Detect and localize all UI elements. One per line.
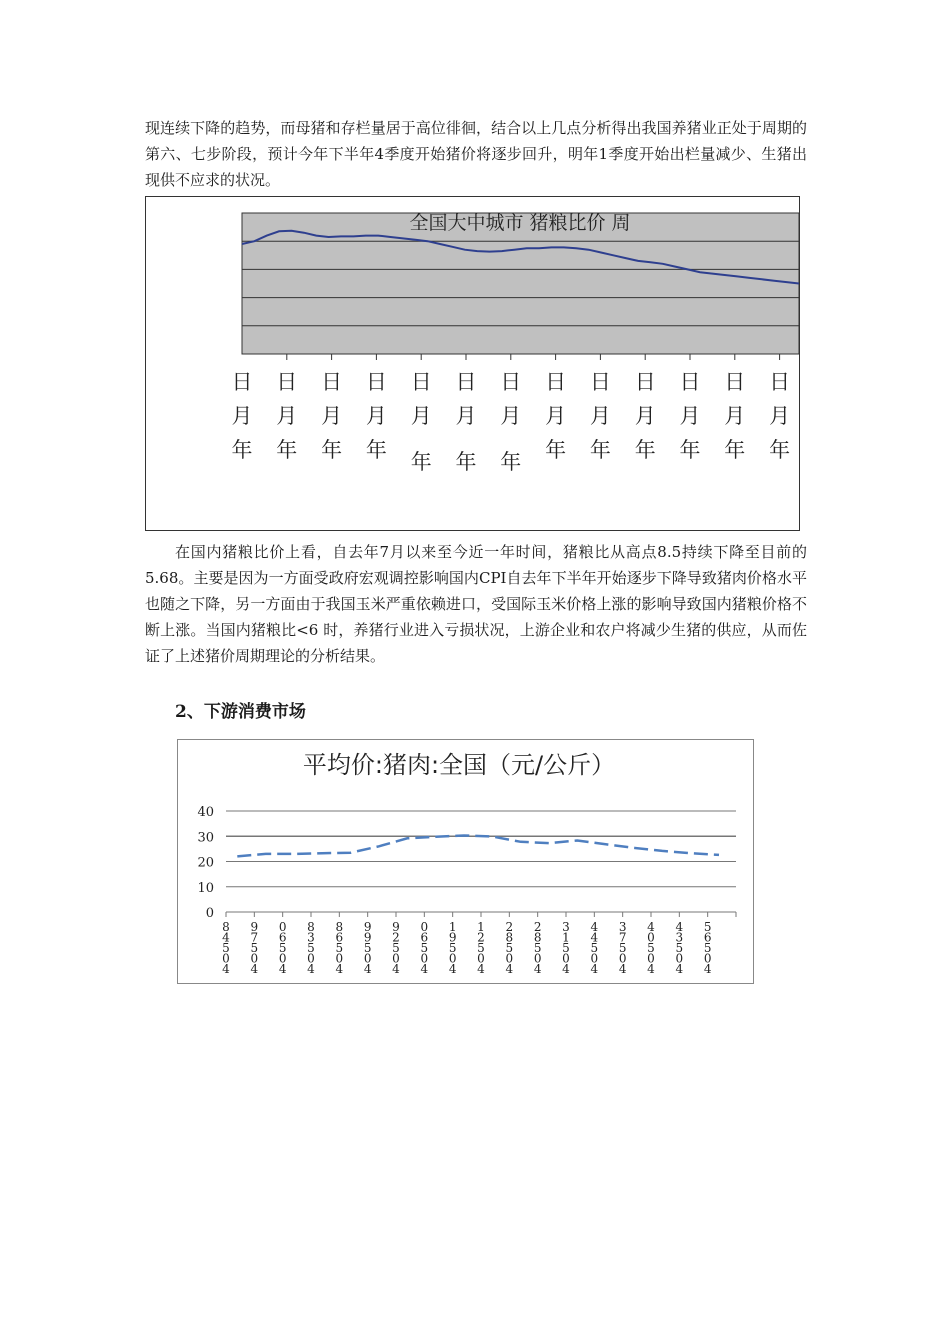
chart2-series-line	[237, 836, 719, 857]
chart2-x-tick-label: 5	[703, 941, 712, 955]
chart2-y-tick-label: 30	[197, 830, 214, 846]
chart1-tick-label: 年	[724, 438, 746, 462]
chart2-x-tick-label: 4	[278, 962, 287, 976]
chart2-x-tick-label: 8	[222, 920, 230, 934]
chart1-tick-label: 日	[321, 370, 343, 394]
chart2-x-tick-label: 5	[392, 941, 400, 955]
chart2-x-tick-label: 5	[533, 941, 542, 955]
chart2-x-tick-label: 4	[222, 930, 230, 945]
chart1-tick-label: 日	[455, 370, 477, 394]
chart2-x-tick-label: 4	[675, 920, 684, 934]
chart2-x-tick-label: 2	[505, 920, 514, 934]
chart2-x-tick-label: 4	[392, 962, 400, 976]
chart2-x-tick-label: 5	[420, 941, 429, 955]
chart2-x-tick-label: 5	[448, 941, 457, 955]
chart2-x-tick-label: 3	[618, 920, 627, 934]
chart2-x-tick-label: 4	[477, 962, 485, 976]
chart2-x-tick-label: 0	[505, 951, 514, 966]
chart2-x-tick-label: 0	[278, 920, 287, 934]
chart2-x-tick-label: 0	[335, 951, 344, 966]
chart2-x-tick-label: 4	[335, 962, 344, 976]
chart2-x-tick-label: 0	[477, 951, 485, 966]
chart2-x-tick-label: 4	[675, 962, 684, 976]
chart1-tick-label: 月	[231, 404, 253, 428]
chart1-tick-label: 月	[634, 404, 656, 428]
chart1-tick-label: 年	[231, 438, 253, 462]
chart2-x-tick-label: 1	[477, 920, 485, 934]
chart2-x-tick-label: 0	[562, 951, 570, 966]
chart2-x-tick-label: 4	[448, 962, 457, 976]
chart2-x-tick-label: 2	[533, 920, 542, 934]
chart1-tick-label: 日	[634, 370, 656, 394]
chart2-x-tick-label: 6	[335, 930, 344, 945]
chart2-x-tick-label: 3	[675, 930, 684, 945]
chart2-x-tick-label: 0	[647, 951, 655, 966]
pork-price-chart	[177, 739, 754, 984]
chart1-tick-label: 月	[589, 404, 611, 428]
chart1-tick-label: 年	[321, 438, 343, 462]
chart2-x-tick-label: 4	[250, 962, 259, 976]
chart2-x-tick-label: 0	[703, 951, 712, 966]
chart1-tick-label: 年	[545, 438, 567, 462]
chart2-x-tick-label: 4	[222, 962, 230, 976]
chart2-x-tick-label: 0	[590, 951, 599, 966]
chart1-tick-label: 年	[410, 450, 432, 474]
chart2-x-tick-label: 5	[278, 941, 287, 955]
chart1-tick-label: 月	[500, 404, 522, 428]
chart2-x-tick-label: 3	[562, 920, 570, 934]
chart1-x-ticks	[232, 354, 791, 474]
chart2-x-tick-label: 5	[618, 941, 627, 955]
chart2-x-tick-label: 0	[278, 951, 287, 966]
chart1-tick-label: 日	[679, 370, 701, 394]
chart2-x-tick-label: 5	[675, 941, 684, 955]
chart1-tick-label: 月	[545, 404, 567, 428]
chart2-x-tick-label: 0	[222, 951, 230, 966]
chart1-tick-label: 日	[276, 370, 298, 394]
chart2-x-tick-label: 0	[363, 951, 372, 966]
chart2-x-tick-label: 9	[448, 930, 457, 945]
chart1-tick-label: 年	[276, 438, 298, 462]
chart2-x-tick-label: 6	[703, 930, 712, 945]
chart2-x-tick-label: 6	[278, 930, 287, 945]
chart1-tick-label: 年	[365, 438, 387, 462]
chart1-tick-label: 月	[455, 404, 477, 428]
chart1-tick-label: 日	[365, 370, 387, 394]
chart2-x-tick-label: 1	[562, 930, 570, 945]
chart1-tick-label: 日	[769, 370, 791, 394]
chart2-x-tick-label: 8	[307, 920, 315, 934]
chart2-x-tick-label: 4	[420, 962, 429, 976]
chart2-x-tick-label: 4	[647, 962, 655, 976]
chart2-y-tick-label: 10	[197, 880, 214, 896]
chart2-x-tick-label: 5	[590, 941, 599, 955]
chart1-tick-label: 日	[589, 370, 611, 394]
chart2-x-tick-label: 6	[420, 930, 429, 945]
chart2-x-tick-label: 2	[392, 930, 400, 945]
chart2-x-tick-label: 8	[533, 930, 542, 945]
chart1-tick-label: 日	[231, 370, 253, 394]
chart2-x-tick-label: 3	[307, 930, 315, 945]
chart2-x-tick-label: 4	[647, 920, 655, 934]
chart2-x-tick-label: 9	[363, 920, 372, 934]
chart1-tick-label: 月	[679, 404, 701, 428]
chart1-tick-label: 日	[410, 370, 432, 394]
chart2-x-tick-label: 0	[675, 951, 684, 966]
chart1-tick-label: 年	[589, 438, 611, 462]
section-heading: 2、下游消费市场	[175, 702, 306, 722]
chart2-x-tick-label: 5	[647, 941, 655, 955]
chart2-x-tick-label: 4	[590, 920, 599, 934]
chart2-x-tick-label: 0	[448, 951, 457, 966]
chart2-x-tick-label: 4	[590, 930, 599, 945]
chart1-tick-label: 年	[455, 450, 477, 474]
chart2-x-ticks	[222, 912, 736, 976]
pig-grain-ratio-chart	[145, 196, 800, 531]
chart2-y-ticks	[197, 805, 214, 921]
chart2-x-tick-label: 5	[335, 941, 344, 955]
chart1-tick-label: 日	[500, 370, 522, 394]
chart2-x-tick-label: 7	[618, 930, 627, 945]
chart2-x-tick-label: 5	[363, 941, 372, 955]
chart2-x-tick-label: 4	[703, 962, 712, 976]
chart2-x-tick-label: 5	[250, 941, 259, 955]
chart2-x-tick-label: 0	[618, 951, 627, 966]
chart2-x-tick-label: 8	[335, 920, 344, 934]
chart2-x-tick-label: 5	[562, 941, 570, 955]
chart2-x-tick-label: 0	[420, 920, 429, 934]
pig-grain-ratio-svg	[146, 197, 799, 530]
chart2-x-tick-label: 0	[307, 951, 315, 966]
chart2-x-tick-label: 2	[477, 930, 485, 945]
chart2-x-tick-label: 7	[250, 930, 259, 945]
chart2-x-tick-label: 4	[307, 962, 315, 976]
chart2-x-tick-label: 5	[703, 920, 712, 934]
chart1-tick-label: 日	[724, 370, 746, 394]
chart2-x-tick-label: 5	[505, 941, 514, 955]
chart2-x-tick-label: 5	[307, 941, 315, 955]
chart2-gridlines	[226, 811, 736, 912]
chart1-tick-label: 月	[769, 404, 791, 428]
chart1-tick-label: 月	[410, 404, 432, 428]
chart1-tick-label: 月	[321, 404, 343, 428]
chart2-title: 平均价:猪肉:全国（元/公斤）	[302, 751, 616, 779]
chart1-tick-label: 月	[724, 404, 746, 428]
chart2-y-tick-label: 20	[197, 855, 214, 871]
chart2-x-tick-label: 4	[562, 962, 570, 976]
chart2-y-tick-label: 0	[205, 906, 214, 921]
chart2-x-tick-label: 0	[392, 951, 400, 966]
chart2-x-tick-label: 5	[477, 941, 485, 955]
chart1-tick-label: 月	[365, 404, 387, 428]
chart2-x-tick-label: 0	[647, 930, 655, 945]
chart2-x-tick-label: 9	[392, 920, 400, 934]
chart1-tick-label: 日	[545, 370, 567, 394]
chart2-x-tick-label: 0	[533, 951, 542, 966]
chart2-x-tick-label: 9	[363, 930, 372, 945]
chart1-title: 全国大中城市 猪粮比价 周	[409, 212, 631, 234]
chart1-plot-area	[242, 213, 799, 354]
chart2-x-tick-label: 0	[420, 951, 429, 966]
pork-price-svg	[178, 740, 753, 983]
chart1-tick-label: 月	[276, 404, 298, 428]
chart2-x-tick-label: 4	[363, 962, 372, 976]
chart2-y-tick-label: 40	[197, 805, 214, 820]
chart2-x-tick-label: 9	[250, 920, 259, 934]
chart2-x-tick-label: 0	[250, 951, 259, 966]
paragraph-pig-grain-ratio: 在国内猪粮比价上看，自去年7月以来至今近一年时间，猪粮比从高点8.5持续下降至目前的5.68。主要是因为一方面受政府宏观调控影响国内CPI自去年下半年开始逐步下降导致猪肉价格水平也随之下降，另一方面由于我国玉米严重依赖进口，受国际玉米价格上涨的影响导致国内猪粮价格不断上涨。当国内猪粮比<6 时，养猪行业进入亏损状况，上游企业和农户将减少生猪的供应，从而佐证了上述猪价周期理论的分析结果。	[145, 543, 807, 665]
chart2-x-tick-label: 5	[222, 941, 230, 955]
chart2-x-tick-label: 4	[590, 962, 599, 976]
chart1-tick-label: 年	[634, 438, 656, 462]
chart2-x-tick-label: 4	[618, 962, 627, 976]
chart2-x-tick-label: 1	[448, 920, 457, 934]
chart2-x-tick-label: 4	[533, 962, 542, 976]
chart2-x-tick-label: 4	[505, 962, 514, 976]
chart1-tick-label: 年	[679, 438, 701, 462]
chart1-tick-label: 年	[500, 450, 522, 474]
paragraph-intro: 现连续下降的趋势，而母猪和存栏量居于高位徘徊，结合以上几点分析得出我国养猪业正处于周期的第六、七步阶段，预计今年下半年4季度开始猪价将逐步回升，明年1季度开始出栏量减少、生猪出现供不应求的状况。	[145, 119, 807, 189]
chart1-tick-label: 年	[769, 438, 791, 462]
chart2-x-tick-label: 8	[505, 930, 514, 945]
